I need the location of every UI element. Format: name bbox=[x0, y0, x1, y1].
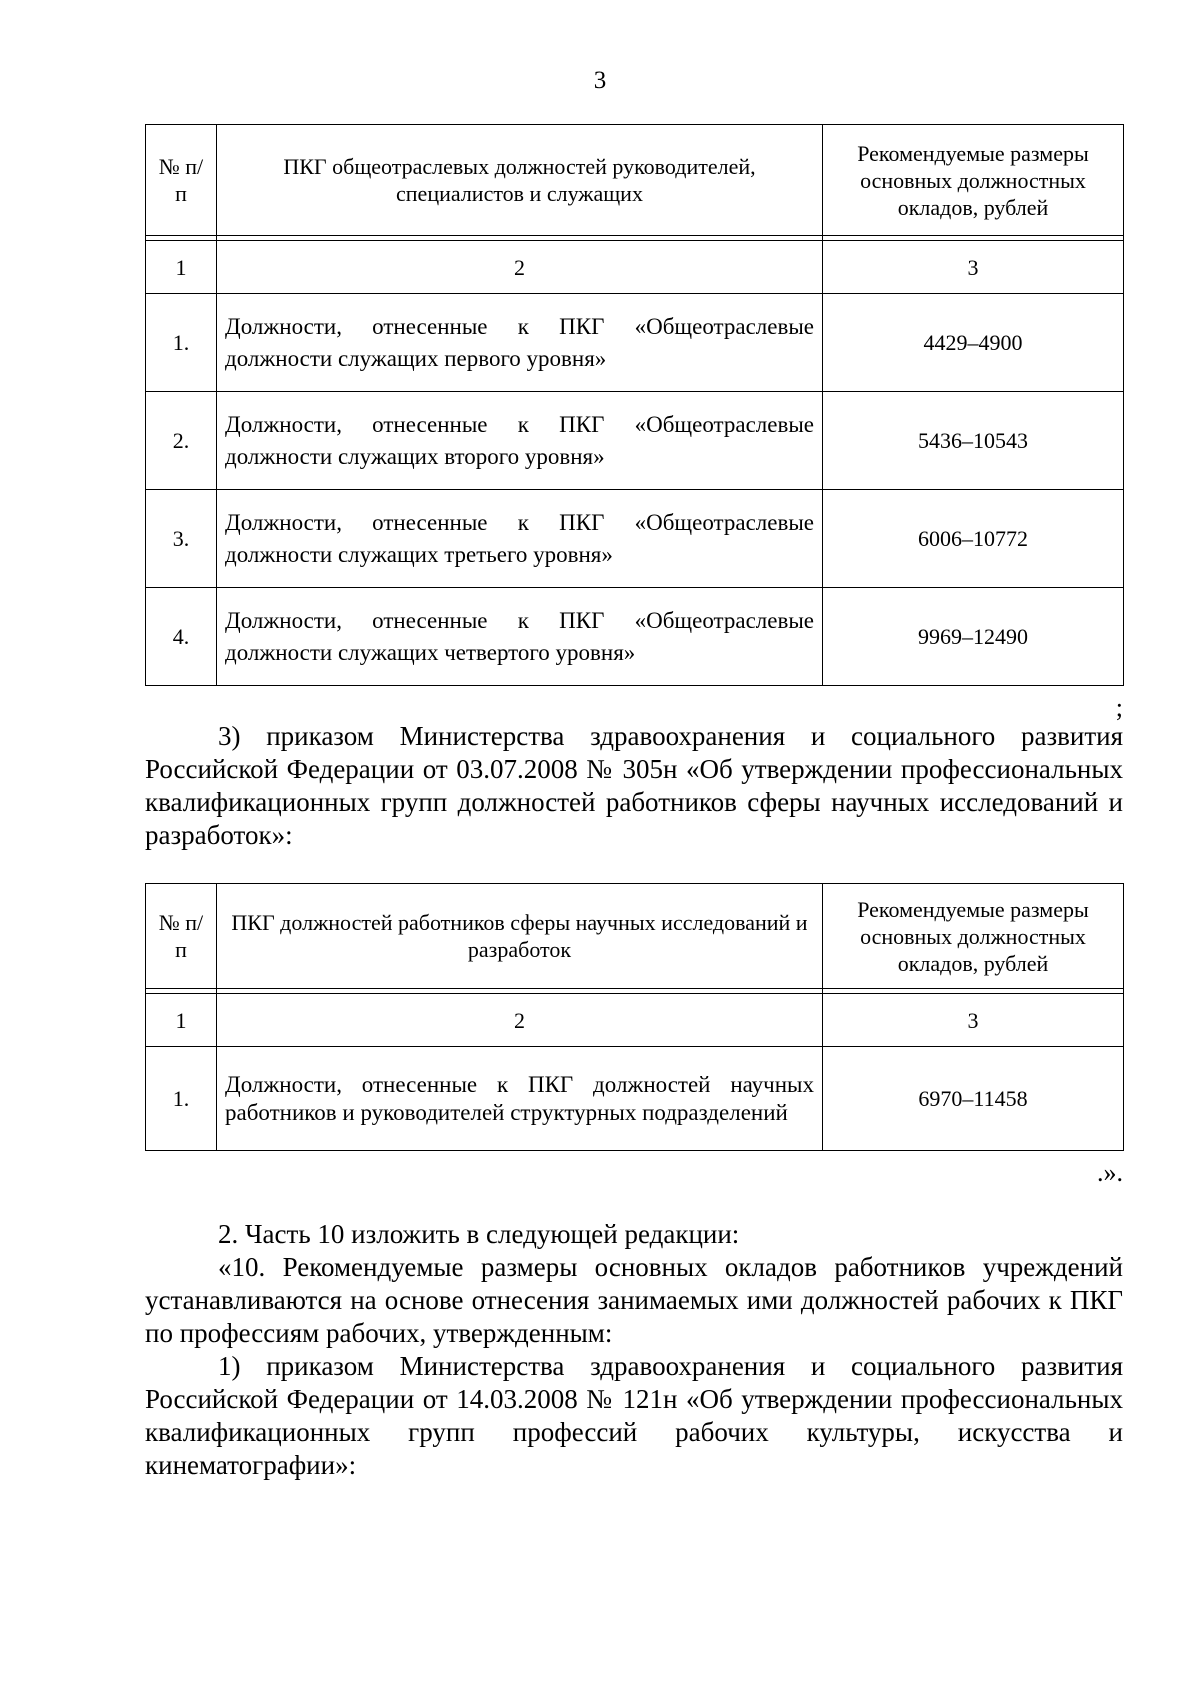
row-salary: 4429–4900 bbox=[823, 294, 1124, 392]
column-numbers-row bbox=[146, 994, 1124, 1047]
colnum-2: 2 bbox=[217, 241, 823, 294]
body-section bbox=[145, 1218, 1123, 1482]
row-salary: 9969–12490 bbox=[823, 588, 1124, 686]
paragraph-order-121n: 1) приказом Министерства здравоохранения и социального развития Российской Федерации от 14.03.2008 № 121н «Об утверждении профессиональных квалификационных групп профессий рабочих культуры, искусства и кинематографии»: bbox=[145, 1351, 1123, 1480]
paragraph-text: 3) приказом Министерства здравоохранения и социального развития Российской Федерации от 03.07.2008 № 305н «Об утверждении профессиональных квалификационных групп должностей работников сферы научных исследований и разработок»: bbox=[145, 721, 1123, 850]
header-salary: Рекомендуемые размеры основных должностных окладов, рублей bbox=[823, 884, 1124, 989]
header-name: ПКГ общеотраслевых должностей руководителей, специалистов и служащих bbox=[217, 125, 823, 236]
table-row bbox=[146, 392, 1124, 490]
colnum-1: 1 bbox=[146, 241, 217, 294]
table-research-positions bbox=[145, 883, 1124, 1151]
header-num: № п/п bbox=[146, 125, 217, 236]
table-row bbox=[146, 588, 1124, 686]
row-num: 4. bbox=[146, 588, 217, 686]
colnum-1: 1 bbox=[146, 994, 217, 1047]
header-num: № п/п bbox=[146, 884, 217, 989]
column-numbers-row bbox=[146, 241, 1124, 294]
table-row bbox=[146, 294, 1124, 392]
row-num: 3. bbox=[146, 490, 217, 588]
row-salary: 6006–10772 bbox=[823, 490, 1124, 588]
row-name: Должности, отнесенные к ПКГ «Общеотраслевые должности служащих первого уровня» bbox=[217, 294, 823, 392]
row-num: 1. bbox=[146, 294, 217, 392]
row-num: 2. bbox=[146, 392, 217, 490]
header-salary: Рекомендуемые размеры основных должностных окладов, рублей bbox=[823, 125, 1124, 236]
row-name: Должности, отнесенные к ПКГ «Общеотраслевые должности служащих четвертого уровня» bbox=[217, 588, 823, 686]
table1-end-mark: ; bbox=[1115, 693, 1123, 722]
page-number: 3 bbox=[593, 67, 607, 94]
paragraph-order-305n bbox=[145, 720, 1123, 852]
table-row bbox=[146, 490, 1124, 588]
table-row bbox=[146, 1047, 1124, 1151]
row-name: Должности, отнесенные к ПКГ должностей научных работников и руководителей структурных подразделений bbox=[217, 1047, 823, 1151]
row-num: 1. bbox=[146, 1047, 217, 1151]
paragraph-part-10: 2. Часть 10 изложить в следующей редакции: bbox=[218, 1219, 740, 1249]
row-name: Должности, отнесенные к ПКГ «Общеотраслевые должности служащих второго уровня» bbox=[217, 392, 823, 490]
row-salary: 5436–10543 bbox=[823, 392, 1124, 490]
table-header-row bbox=[146, 125, 1124, 236]
table2-end-mark: .». bbox=[1097, 1158, 1123, 1187]
colnum-3: 3 bbox=[823, 241, 1124, 294]
colnum-3: 3 bbox=[823, 994, 1124, 1047]
table-header-row bbox=[146, 884, 1124, 989]
colnum-2: 2 bbox=[217, 994, 823, 1047]
table-general-positions bbox=[145, 124, 1124, 686]
row-name: Должности, отнесенные к ПКГ «Общеотраслевые должности служащих третьего уровня» bbox=[217, 490, 823, 588]
header-name: ПКГ должностей работников сферы научных исследований и разработок bbox=[217, 884, 823, 989]
paragraph-clause-10: «10. Рекомендуемые размеры основных окладов работников учреждений устанавливаются на основе отнесения занимаемых ими должностей рабочих к ПКГ по профессиям рабочих, утвержденным: bbox=[145, 1252, 1123, 1348]
row-salary: 6970–11458 bbox=[823, 1047, 1124, 1151]
